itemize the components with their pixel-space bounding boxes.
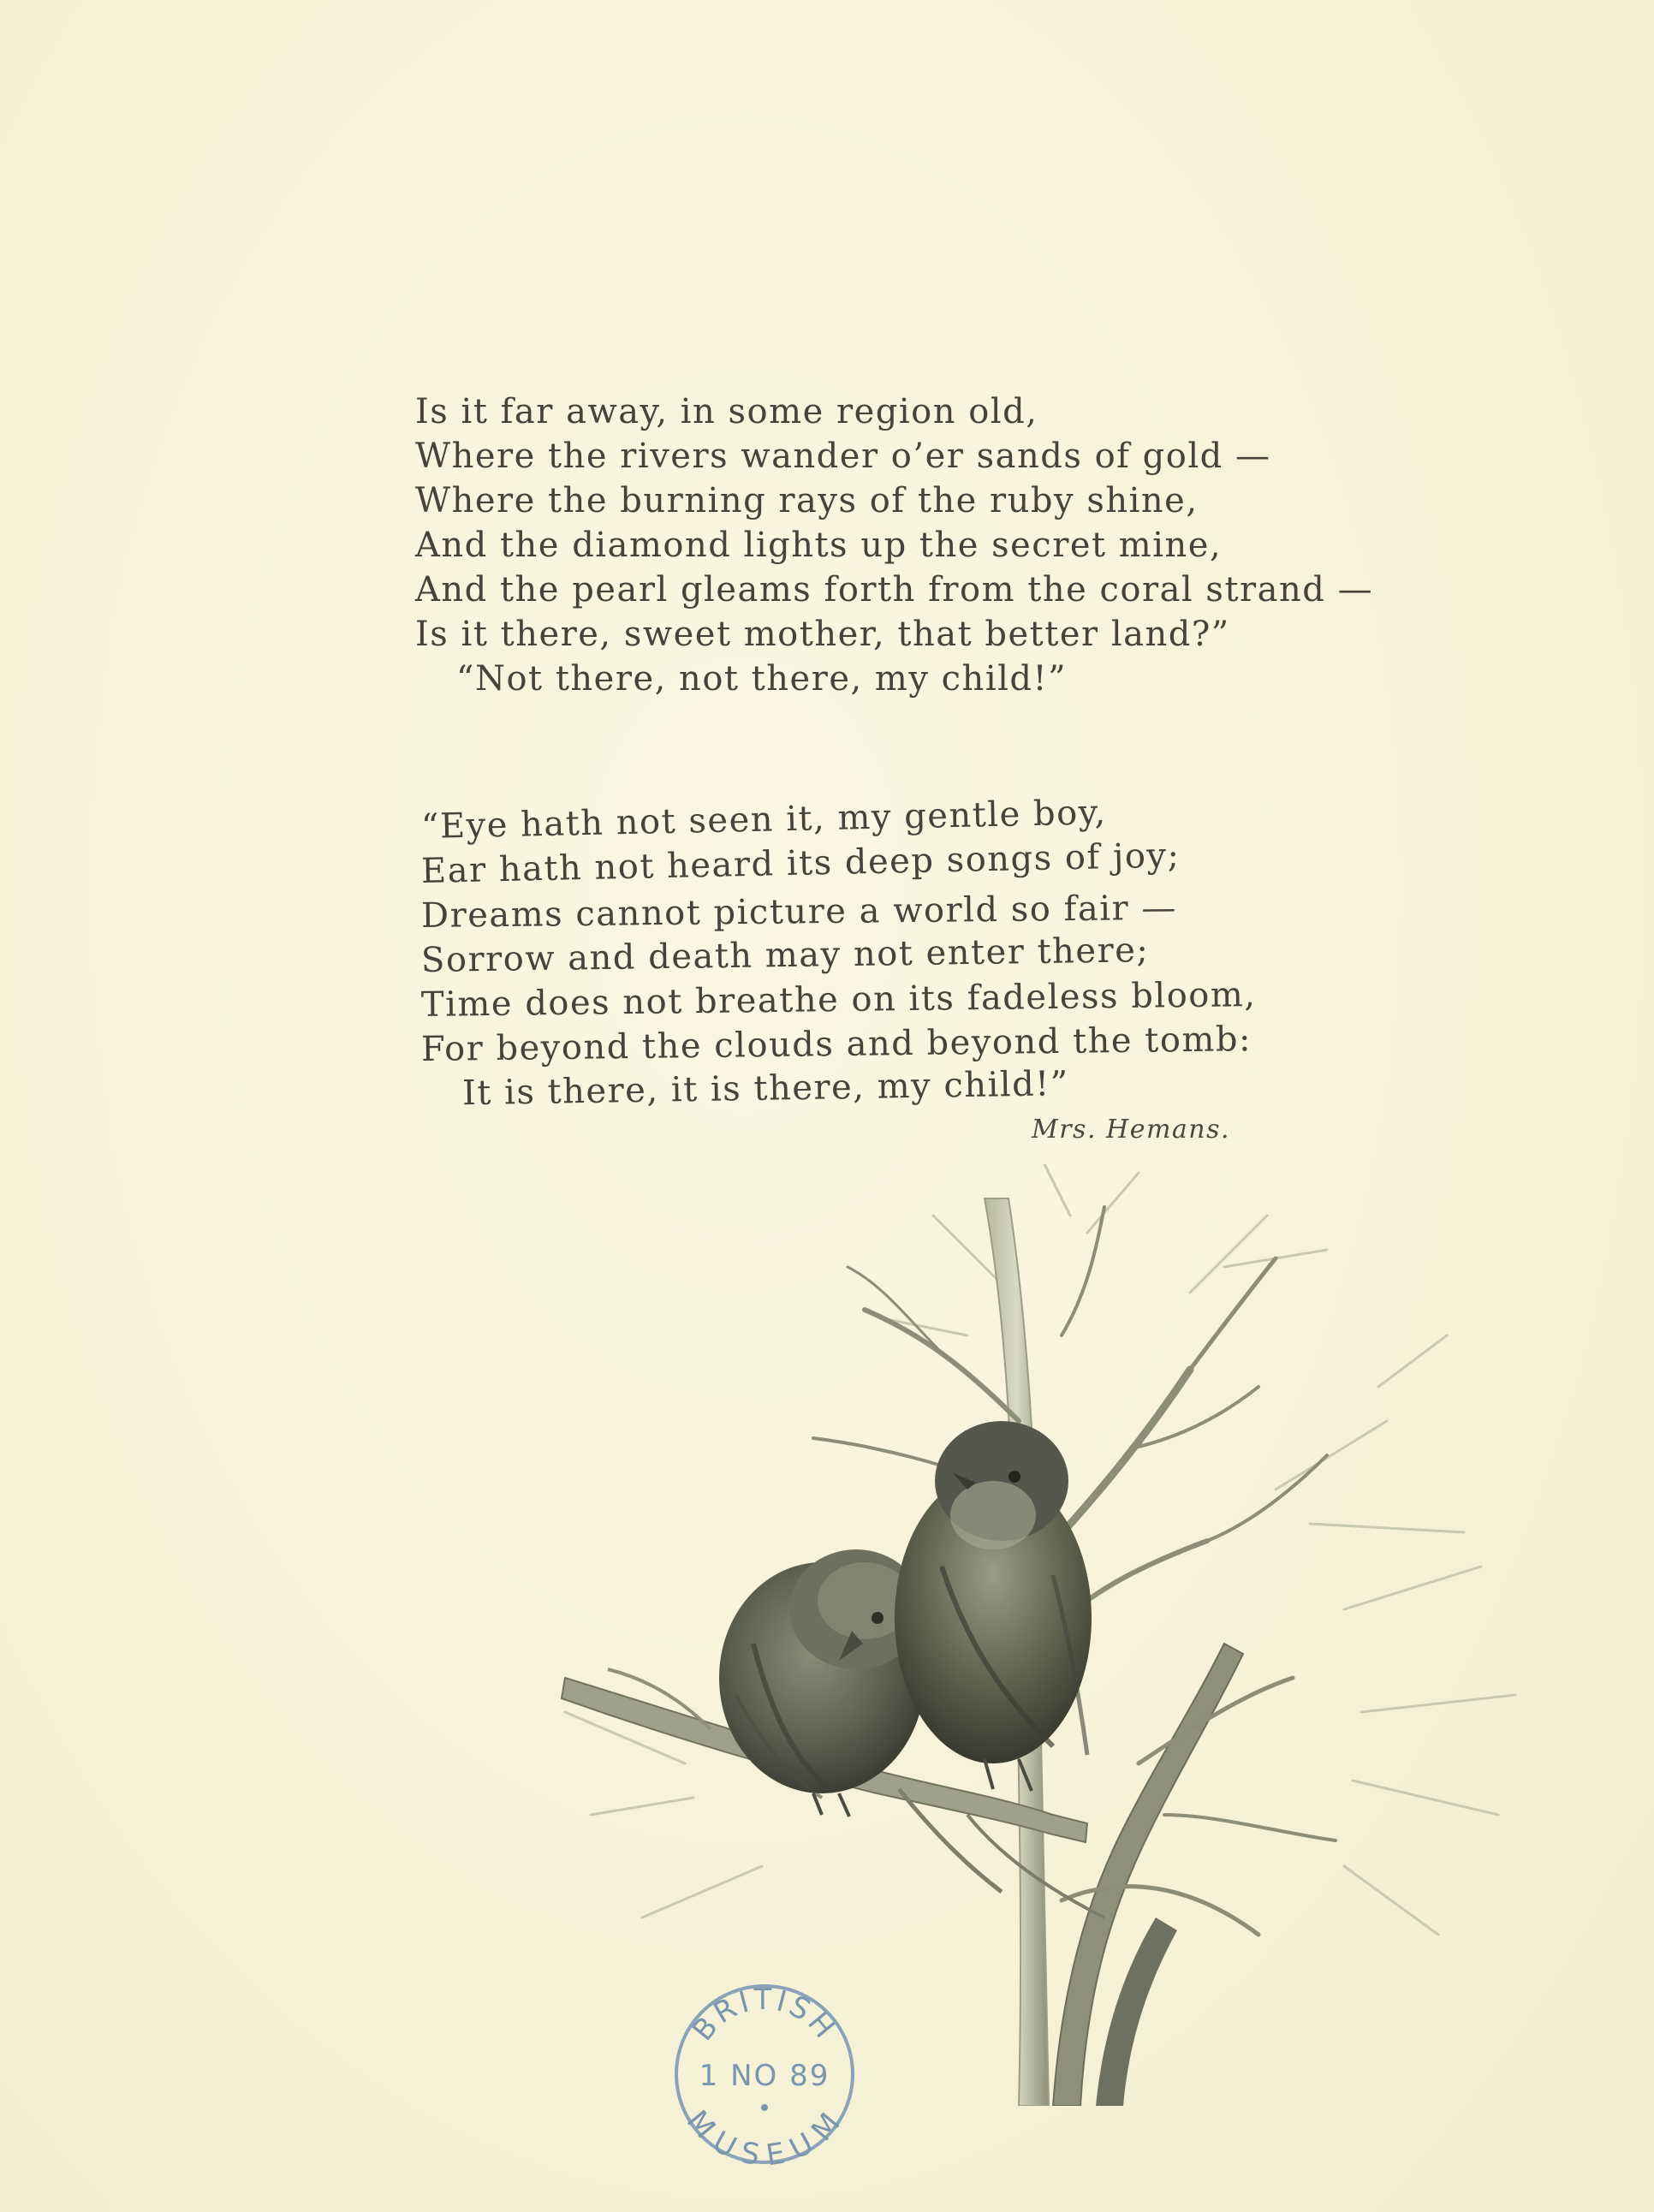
stamp-top-text: BRITISH [686,1983,843,2048]
poem-attribution: Mrs. Hemans. [1032,1115,1231,1145]
british-museum-stamp [669,1979,860,2169]
poem-stanza-2 [420,793,1257,1116]
poem-line: For beyond the clouds and beyond the tomb: [420,1020,1252,1069]
poem-line: Is it far away, in some region old, [415,392,1038,431]
poem-line: Is it there, sweet mother, that better land?” [415,615,1230,654]
poem-line: Ear hath not heard its deep songs of joy; [420,835,1181,891]
stamp-bottom-text: MUSEUM [679,2103,850,2169]
birds-on-branch-illustration [539,1164,1567,2106]
poem-line: Dreams cannot picture a world so fair — [420,888,1178,936]
bird-right [895,1421,1092,1791]
poem-line: Time does not breathe on its fadeless bloom, [420,975,1257,1025]
poem-line: Where the burning rays of the ruby shine, [415,481,1199,520]
stamp-dot-icon [761,2104,768,2111]
poem-line: “Eye hath not seen it, my gentle boy, [420,793,1108,847]
stamp-number: 1 NO 89 [699,2059,830,2093]
poem-line: Where the rivers wander o’er sands of gold — [415,437,1271,476]
poem-stanza-1 [415,389,1373,701]
poem-line: And the pearl gleams forth from the coral strand — [415,570,1374,609]
poem-line: Sorrow and death may not enter there; [420,931,1150,980]
poem-refrain: “Not there, not there, my child!” [456,659,1068,699]
poem-refrain: It is there, it is there, my child!” [461,1064,1070,1114]
poem-line: And the diamond lights up the secret mine, [415,526,1223,565]
